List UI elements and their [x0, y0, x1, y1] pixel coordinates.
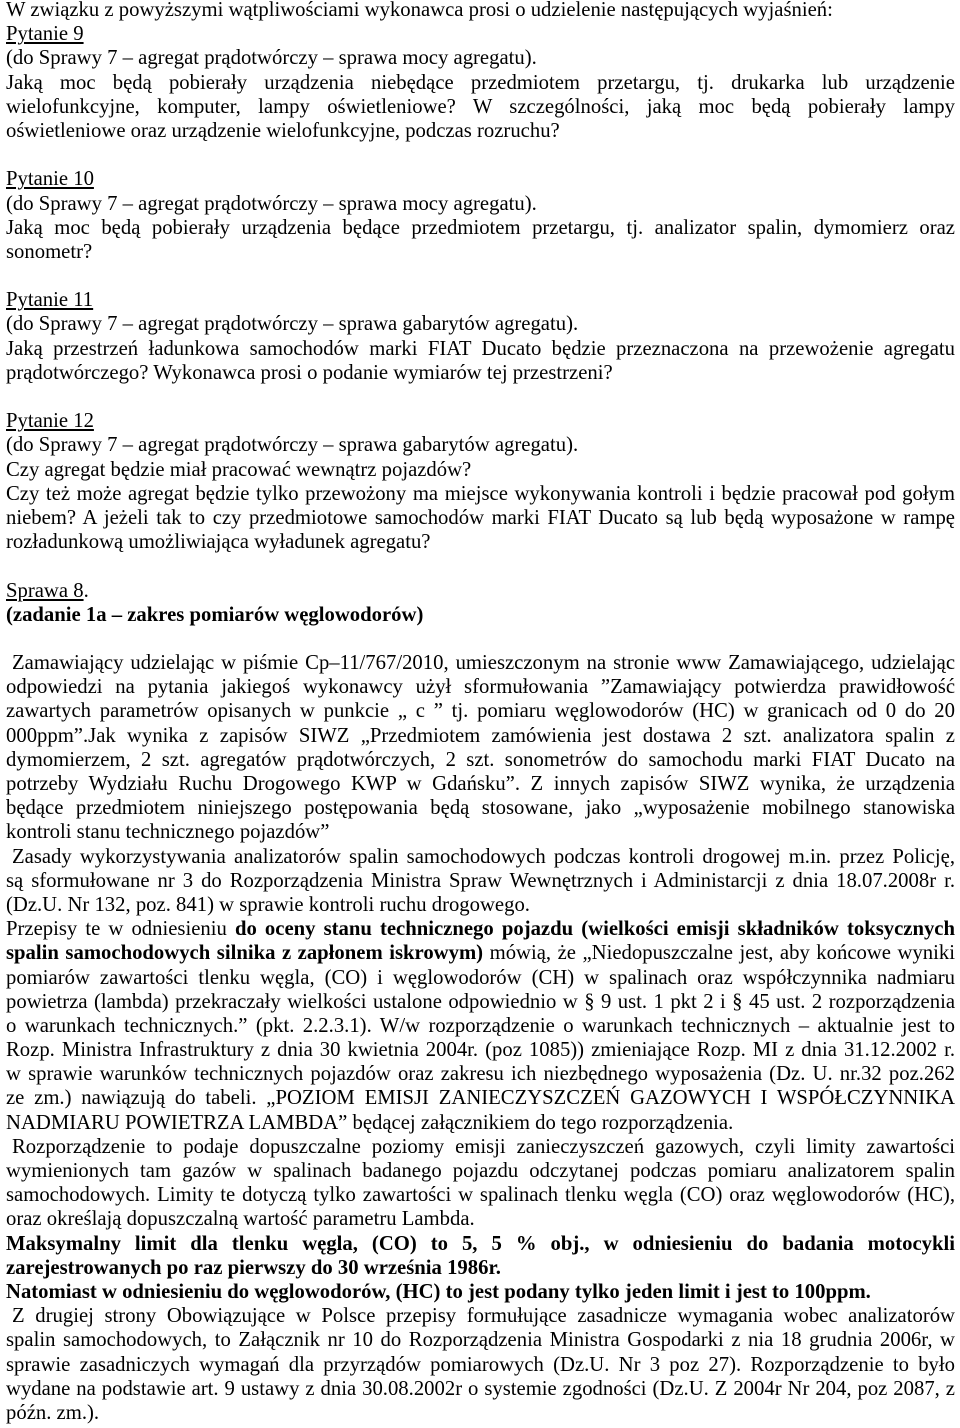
text-line: o warunkach technicznych.” (pkt. 2.2.3.1). W/w rozporządzenie o warunkach technicznych – aktualnie jest to: [6, 1014, 955, 1037]
paragraph: [6, 1135, 955, 1232]
question-title: Pytanie 12: [6, 410, 94, 433]
document-page: [6, 0, 955, 1425]
question-title: Pytanie 10: [6, 168, 94, 191]
question-subject: (do Sprawy 7 – agregat prądotwórczy – sprawa mocy agregatu).: [6, 192, 537, 215]
question-block: [6, 409, 955, 578]
text-line: Zamawiający udzielając w piśmie Cp–11/767/2010, umieszczonym na stronie www Zamawiającego, udzielając: [12, 652, 955, 675]
text-line: [6, 917, 955, 941]
text-line: Czy też może agregat będzie tylko przewożony ma miejsce wykonywania kontroli i będzie pracował pod gołym: [6, 482, 955, 505]
text-line: będące przedmiotem niniejszego postępowania będą stosowane, jako „wyposażenie mobilnego stanowiska: [6, 797, 955, 820]
text-line: niebem? A jeżeli tak to czy przedmiotowe samochodów marki FIAT Ducato są lub będą wyposażone w rampę: [6, 506, 955, 529]
blank-line: [6, 385, 955, 409]
text-line: są sformułowane nr 3 do Rozporządzenia Ministra Spraw Wewnętrznych i Administarcji z dnia 18.07.2008r r.: [6, 869, 955, 892]
question-heading: [6, 288, 955, 312]
blank-line: [6, 554, 955, 578]
paragraph: [6, 458, 955, 482]
blank-line: [6, 264, 955, 288]
question-title: Pytanie 9: [6, 23, 84, 46]
paragraph: [6, 651, 955, 845]
question-title: Pytanie 11: [6, 289, 94, 312]
paragraph: [6, 1232, 955, 1280]
bold-text: do oceny stanu technicznego pojazdu (wielkości emisji składników toksycznych: [234, 918, 955, 941]
blank-line: [6, 627, 955, 651]
bold-text: Natomiast w odniesieniu do węglowodorów, (HC) to jest podany tylko jeden limit i jest to 100ppm.: [6, 1280, 871, 1303]
text-line: prądotwórczego? Wykonawca prosi o podanie wymiarów tej przestrzeni?: [6, 361, 613, 384]
case-title-suffix: .: [83, 579, 89, 602]
text-line: Jaką moc będą pobierały urządzenia będące przedmiotem przetargu, tj. analizator spalin, dymomierz oraz: [6, 216, 955, 239]
text-line: Rozp. Ministra Infrastruktury z dnia 30 kwietnia 2004r. (poz 1085)) zmieniające Rozp. MI z dnia 31.12.2002 r.: [6, 1039, 955, 1062]
text-line: Jaką moc będą pobierały urządzenia niebędące przedmiotem przetargu, tj. drukarka lub urządzenie: [6, 71, 955, 94]
intro-text: W związku z powyższymi wątpliwościami wykonawca prosi o udzielenie następujących wyjaśnień:: [6, 0, 833, 21]
text-line: [6, 941, 955, 965]
text-line: Jaką przestrzeń ładunkowa samochodów marki FIAT Ducato będzie przeznaczona na przewożenie agregatu: [6, 337, 955, 360]
question-block: [6, 22, 955, 167]
text-segment: mówią, że „Niedopuszczalne jest, aby końcowe wyniki: [483, 942, 955, 965]
paragraph: [6, 337, 955, 385]
blank-line: [6, 143, 955, 167]
text-line: Z drugiej strony Obowiązujące w Polsce przepisy formułujące zasadnicze wymagania wobec analizatorów: [12, 1305, 955, 1328]
question-heading: [6, 409, 955, 433]
text-line: rozładunkową umożliwiająca wyładunek agregatu?: [6, 531, 431, 554]
paragraph: [6, 216, 955, 264]
question-subject: (do Sprawy 7 – agregat prądotwórczy – sprawa mocy agregatu).: [6, 47, 537, 70]
paragraph: [6, 482, 955, 555]
questions-list: [6, 22, 955, 578]
text-line: powietrza (lambda) przekraczały wielkości ustalone odpowiednio w § 9 ust. 1 pkt 2 i § 45 ust. 2 rozporządzenia: [6, 990, 955, 1013]
question-block: [6, 167, 955, 288]
text-line: pomiarów zawartości tlenku węgla, (CO) i węglowodorów (CH) w spalinach oraz współczynnika nadmiaru: [6, 966, 955, 989]
text-line: Rozporządzenie to podaje dopuszczalne poziomy emisji zanieczyszczeń gazowych, czyli limity zawartości: [12, 1135, 955, 1158]
text-line: wymienionych tam gazów w spalinach badanego pojazdu odczytanej podczas pomiaru analizatorem spalin: [6, 1160, 955, 1182]
question-heading: [6, 22, 955, 46]
text-line: Czy agregat będzie miał pracować wewnątrz pojazdów?: [6, 458, 472, 481]
text-line: oświetleniowe oraz urządzenie wielofunkcyjne, podczas rozruchu?: [6, 119, 560, 142]
paragraph: [6, 1304, 955, 1425]
text-line: Zasady wykorzystywania analizatorów spalin samochodowych podczas kontroli drogowej m.in. przez Policję,: [12, 845, 955, 868]
text-line: dymomierzem, 2 szt. agregatów prądotwórczych, 2 szt. sonometrów do samochodu marki FIAT Ducato na: [6, 748, 955, 771]
text-line: spalin samochodowych, to Załącznik nr 10 do Rozporządzenia Ministra Gospodarki z nia 18 grudnia 2006r, w: [6, 1329, 955, 1352]
case-heading: [6, 579, 955, 603]
paragraph: [6, 917, 955, 1135]
text-line: potrzeby Wydziału Ruchu Drogowego KWP w Gdańsku”. Z innych zapisów SIWZ wynika, że urządzenia: [6, 773, 955, 795]
text-line: [6, 1280, 955, 1304]
bold-text: spalin samochodowych silnika z zapłonem iskrowym): [6, 942, 484, 965]
text-line: wydane na podstawie art. 9 ustawy z dnia 30.08.2002r o systemie zgodności (Dz.U. Z 2004r Nr 204, poz 2087, z: [6, 1377, 955, 1400]
text-segment: Przepisy te w odniesieniu: [6, 918, 235, 941]
text-line: 000ppm”.Jak wynika z zapisów SIWZ „Przedmiotem zamówienia jest dostawa 2 szt. analizatora spalin z: [6, 724, 955, 747]
text-line: zawartych parametrów opisanych w punkcie „ c ” tj. pomiaru węglowodorów (HC) w granicach od 0 do 20: [6, 700, 955, 723]
case-section: [6, 579, 955, 1426]
text-line: kontroli stanu technicznego pojazdów”: [6, 821, 330, 844]
paragraph: [6, 71, 955, 144]
text-line: NADMIARU POWIETRZA LAMBDA” będącej załącznikiem do tego rozporządzenia.: [6, 1111, 734, 1134]
paragraph: [6, 845, 955, 918]
text-line: samochodowych. Limity te dotyczą tylko zawartości w spalinach tlenku węgla (CO) oraz węglowodorów (HC),: [6, 1184, 955, 1207]
text-line: [6, 1232, 955, 1256]
text-line: sonometr?: [6, 240, 93, 263]
question-heading: [6, 167, 955, 191]
case-body: [6, 651, 955, 1425]
paragraph: [6, 1280, 955, 1304]
text-line: w sprawie warunków technicznych pojazdów oraz zakresu ich niezbędnego wyposażenia (Dz. U. nr.32 poz.262: [6, 1063, 955, 1086]
question-subject: (do Sprawy 7 – agregat prądotwórczy – sprawa gabarytów agregatu).: [6, 313, 579, 336]
text-line: ze zm.) nawiązują do tabeli. „POZIOM EMISJI ZANIECZYSZCZEŃ GAZOWYCH I WSPÓŁCZYNNIKA: [6, 1087, 955, 1110]
question-subject: (do Sprawy 7 – agregat prądotwórczy – sprawa gabarytów agregatu).: [6, 434, 579, 457]
text-line: sprawie zasadniczych wymagań dla przyrządów pomiarowych (Dz.U. Nr 3 poz 27). Rozporządzenie to było: [6, 1353, 955, 1376]
text-line: [6, 1256, 955, 1280]
text-line: (Dz.U. Nr 132, poz. 841) w sprawie kontroli ruchu drogowego.: [6, 893, 530, 916]
text-line: wielofunkcyjne, komputer, lampy oświetleniowe? W szczególności, jaką moc będą pobierały lampy: [6, 95, 955, 118]
case-title: Sprawa 8: [6, 579, 84, 602]
bold-text: Maksymalny limit dla tlenku węgla, (CO) to 5, 5 % obj., w odniesieniu do badania motocykli: [6, 1232, 955, 1255]
bold-text: zarejestrowanych po raz pierwszy do 30 września 1986r.: [6, 1256, 501, 1279]
question-block: [6, 288, 955, 409]
text-line: późn. zm.).: [6, 1401, 100, 1424]
text-line: odpowiedzi na pytania jakiegoś wykonawcy użył sformułowania ”Zamawiający potwierdza prawidłowość: [6, 676, 955, 699]
case-subject: (zadanie 1a – zakres pomiarów węglowodorów): [6, 603, 424, 626]
text-line: oraz określają dopuszczalną wartość parametru Lambda.: [6, 1208, 475, 1231]
